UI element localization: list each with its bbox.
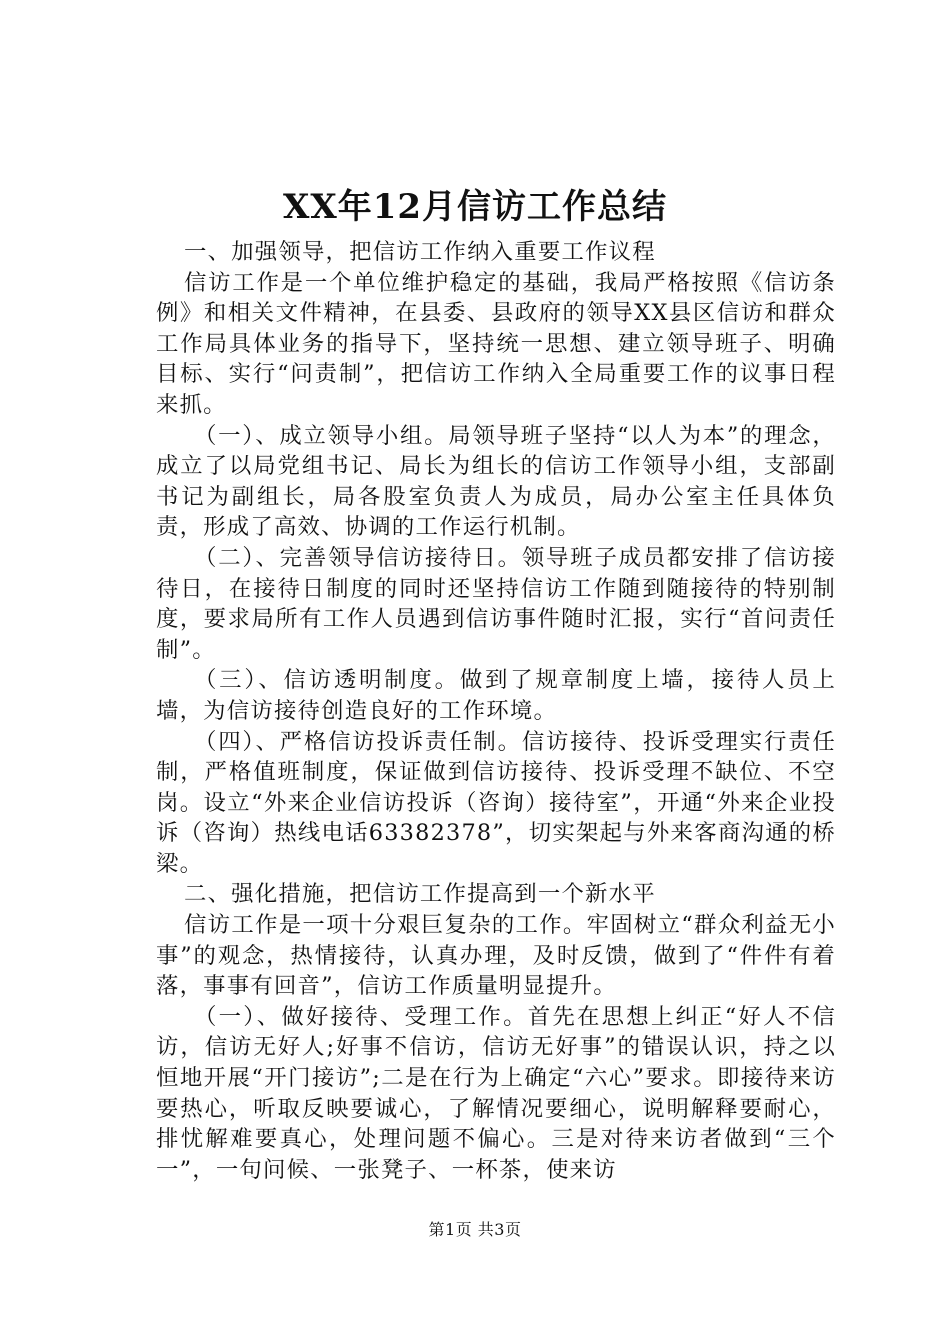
- section-heading-2: 二、强化措施，把信访工作提高到一个新水平: [184, 881, 656, 908]
- paragraph-intro: 信访工作是一个单位维护稳定的基础，我局严格按照《信访条例》和相关文件精神，在县委、县政府的领导XX县区信访和群众工作局具体业务的指导下，坚持统一思想、建立领导班子、明确目标、实行“问责制”，把信访工作纳入全局重要工作的议事日程来抓。: [156, 269, 836, 418]
- paragraph-item-2-1: （一）、做好接待、受理工作。首先在思想上纠正“好人不信访，信访无好人;好事不信访，信访无好事”的错误认识，持之以恒地开展“开门接访”;二是在行为上确定“六心”要求。即接待来访要热心，听取反映要诚心，了解情况要细心，说明解释要耐心，排忧解难要真心，处理问题不偏心。三是对待来访者做到“三个一”，一句问候、一张凳子、一杯茶，使来访: [156, 1003, 836, 1183]
- paragraph-item-1-2: （二）、完善领导信访接待日。领导班子成员都安排了信访接待日，在接待日制度的同时还坚持信访工作随到随接待的特别制度，要求局所有工作人员遇到信访事件随时汇报，实行“首问责任制”。: [156, 544, 836, 663]
- paragraph-item-1-4: （四）、严格信访投诉责任制。信访接待、投诉受理实行责任制，严格值班制度，保证做到信访接待、投诉受理不缺位、不空岗。设立“外来企业信访投诉（咨询）接待室”，开通“外来企业投诉（咨询）热线电话63382378”，切实架起与外来客商沟通的桥梁。: [156, 728, 836, 877]
- paragraph-item-1-1: （一）、成立领导小组。局领导班子坚持“以人为本”的理念，成立了以局党组书记、局长为组长的信访工作领导小组，支部副书记为副组长，局各股室负责人为成员，局办公室主任具体负责，形成了高效、协调的工作运行机制。: [156, 422, 836, 541]
- paragraph-item-1-3: （三）、信访透明制度。做到了规章制度上墙，接待人员上墙，为信访接待创造良好的工作环境。: [156, 667, 836, 724]
- page-footer: 第1页 共3页: [428, 1220, 522, 1239]
- document-body: [156, 237, 836, 1185]
- section-heading-1: 一、加强领导，把信访工作纳入重要工作议程: [184, 239, 656, 265]
- document-title: XX年12月信访工作总结: [282, 187, 668, 227]
- paragraph-section-2-intro: 信访工作是一项十分艰巨复杂的工作。牢固树立“群众利益无小事”的观念，热情接待，认真办理，及时反馈，做到了“件件有着落，事事有回音”，信访工作质量明显提升。: [156, 912, 836, 1000]
